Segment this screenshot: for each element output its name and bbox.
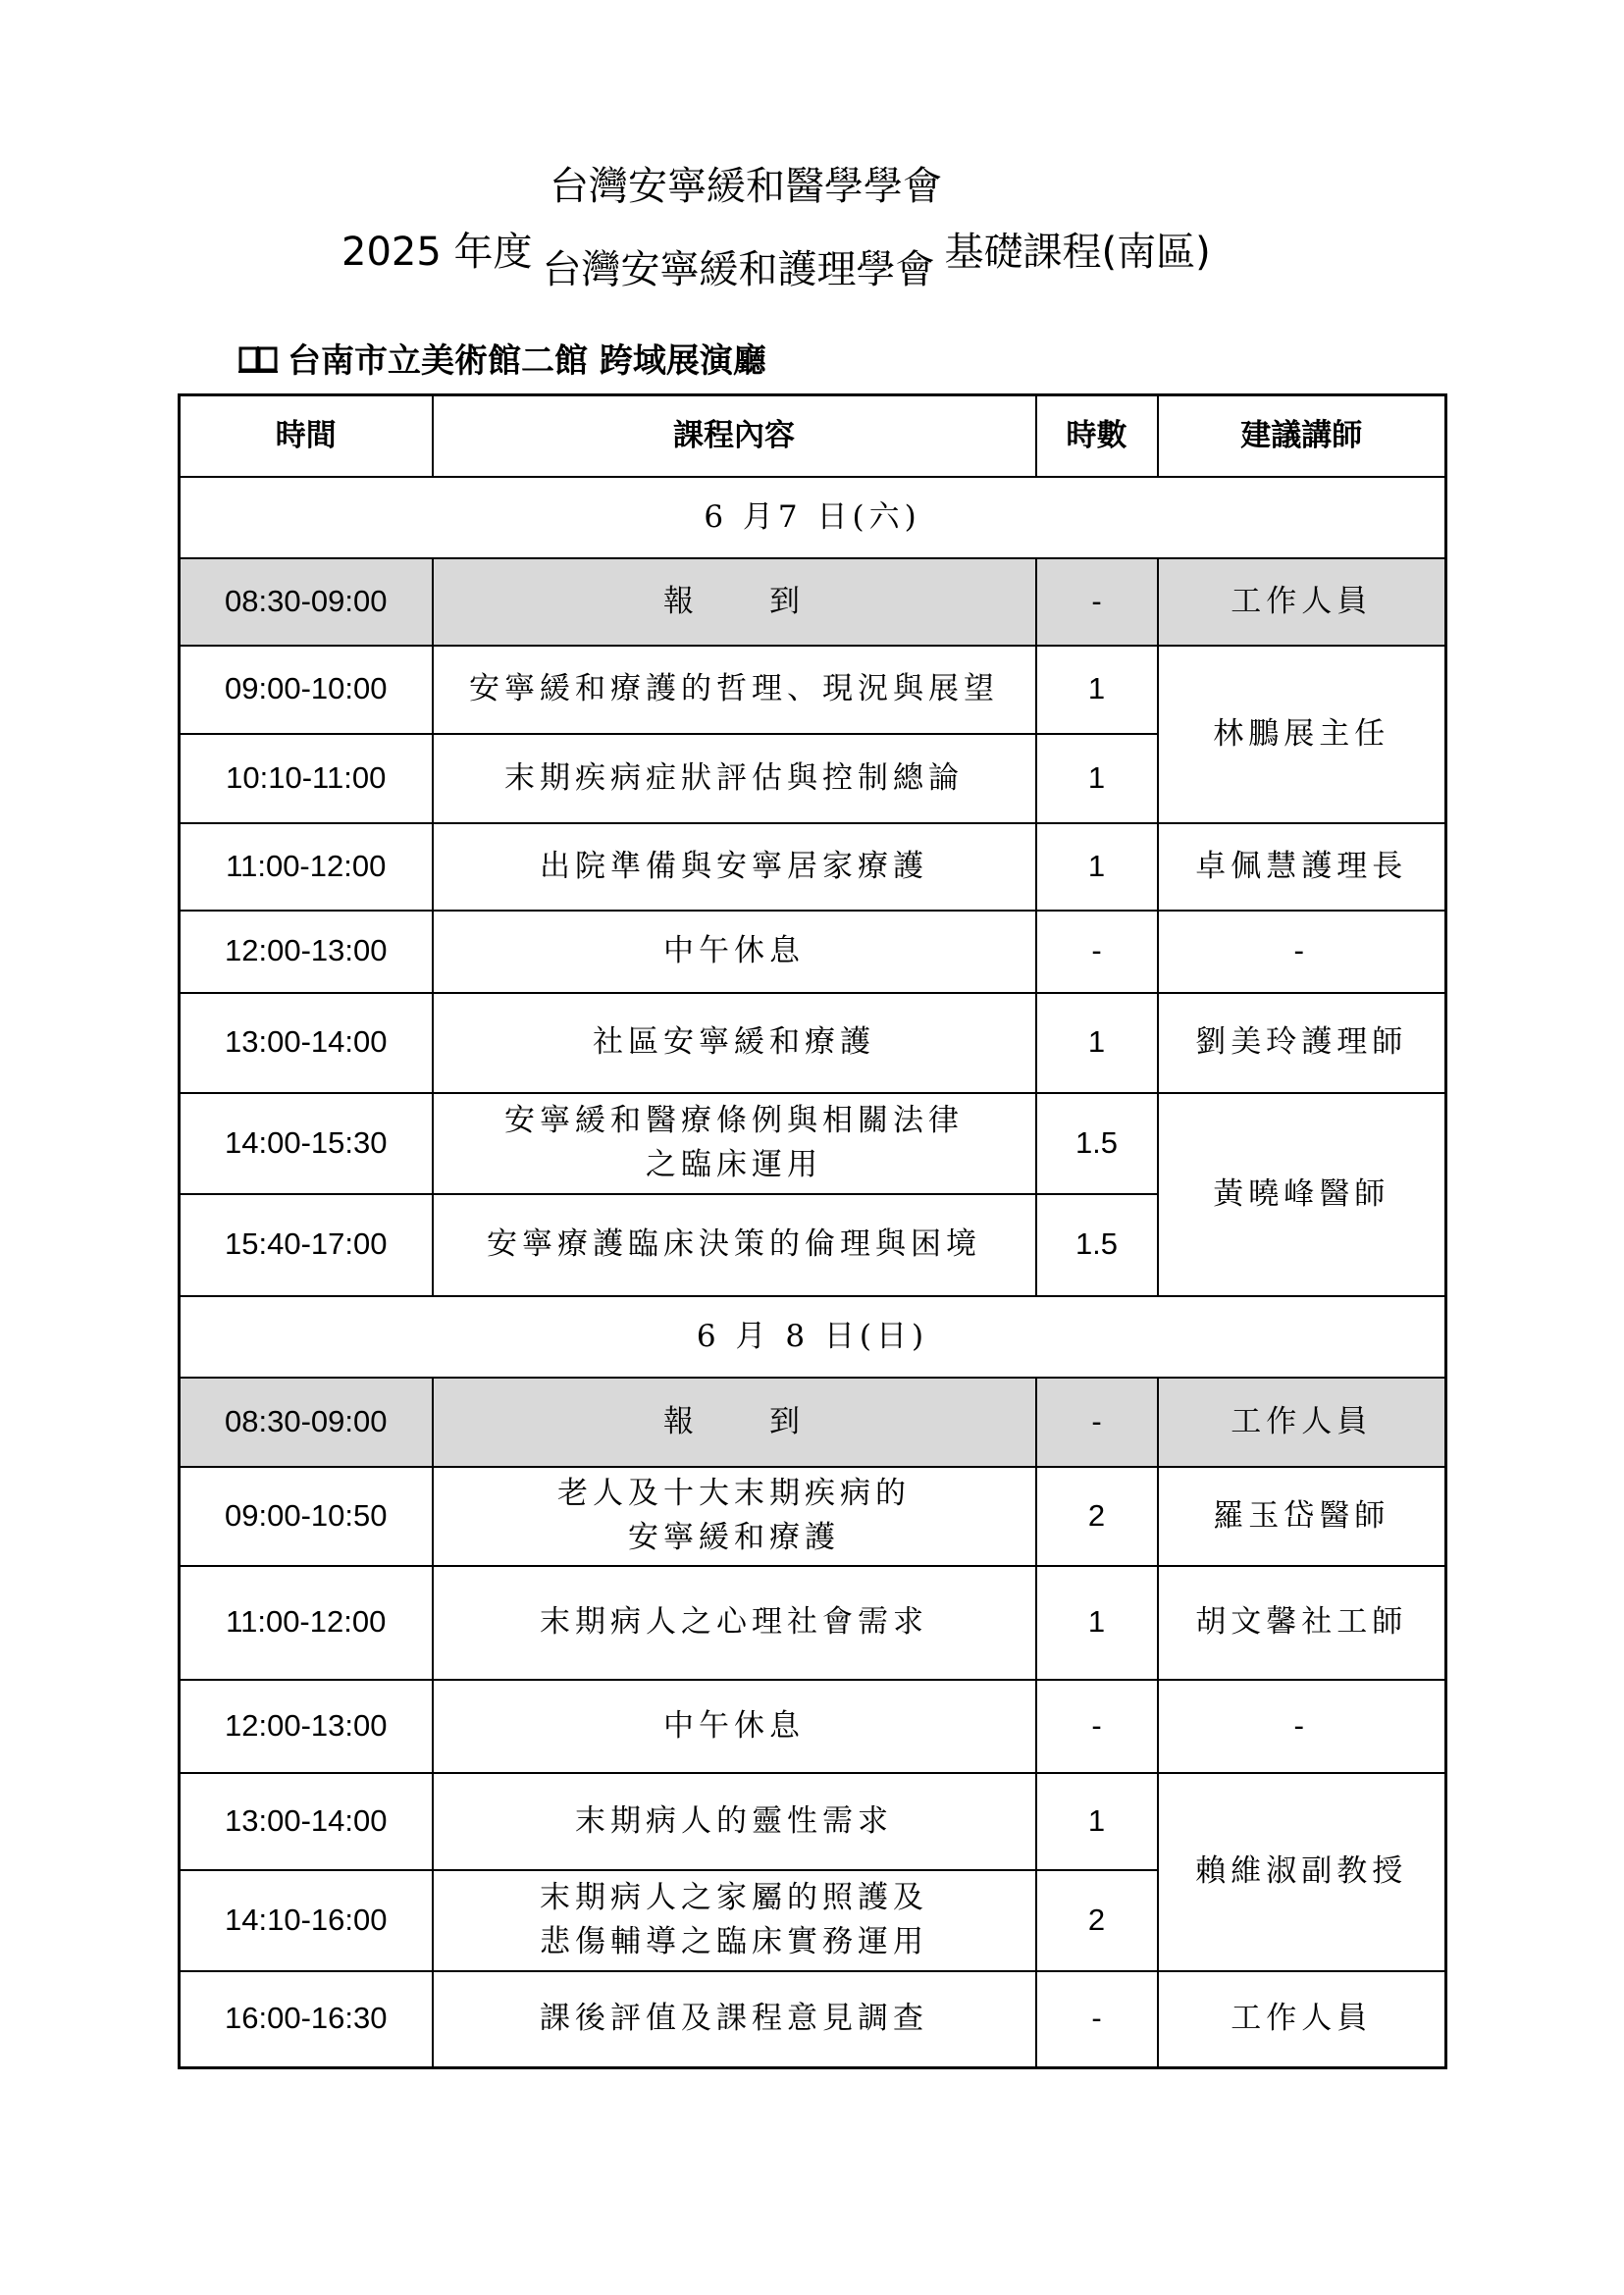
table-row [180, 1467, 1446, 1566]
time-cell: 10:10-11:00 [180, 734, 433, 823]
table-row [180, 558, 1446, 646]
table-row [180, 1773, 1446, 1870]
hours-cell: 1 [1036, 993, 1158, 1093]
content-cell: 課後評值及課程意見調查 [433, 1971, 1036, 2068]
hours-cell: 1 [1036, 646, 1158, 734]
time-cell: 13:00-14:00 [180, 993, 433, 1093]
content-cell: 中午休息 [433, 1680, 1036, 1773]
instructor-cell: 羅玉岱醫師 [1158, 1467, 1446, 1566]
day-label: 6 月7 日(六) [180, 477, 1446, 558]
hours-cell: 1.5 [1036, 1194, 1158, 1296]
header-row [180, 395, 1446, 477]
content-cell: 報 到 [433, 1378, 1036, 1467]
title-line-1: 台灣安寧緩和醫學學會 [550, 164, 942, 209]
time-cell: 08:30-09:00 [180, 1378, 433, 1467]
hours-cell: - [1036, 1680, 1158, 1773]
time-cell: 15:40-17:00 [180, 1194, 433, 1296]
table-row [180, 823, 1446, 911]
time-cell: 12:00-13:00 [180, 1680, 433, 1773]
time-cell: 09:00-10:50 [180, 1467, 433, 1566]
content-cell [433, 1467, 1036, 1566]
header-time: 時間 [180, 395, 433, 477]
content-cell: 末期病人的靈性需求 [433, 1773, 1036, 1870]
content-cell: 社區安寧緩和療護 [433, 993, 1036, 1093]
content-cell: 安寧療護臨床決策的倫理與困境 [433, 1194, 1036, 1296]
time-cell: 11:00-12:00 [180, 823, 433, 911]
venue-text: 台南市立美術館二館 跨域展演廳 [288, 341, 766, 381]
content-cell: 安寧緩和療護的哲理、現況與展望 [433, 646, 1036, 734]
instructor-cell: 卓佩慧護理長 [1158, 823, 1446, 911]
instructor-cell: 工作人員 [1158, 558, 1446, 646]
instructor-cell: 林鵬展主任 [1158, 646, 1446, 823]
time-cell: 08:30-09:00 [180, 558, 433, 646]
table-row [180, 911, 1446, 993]
table-row [180, 1093, 1446, 1194]
table-row [180, 993, 1446, 1093]
hours-cell: 1 [1036, 1566, 1158, 1680]
content-cell [433, 1093, 1036, 1194]
content-cell: 中午休息 [433, 911, 1036, 993]
content-line-1: 末期病人之家屬的照護及 [540, 1880, 928, 1916]
table-row [180, 1971, 1446, 2068]
instructor-cell: 黃曉峰醫師 [1158, 1093, 1446, 1296]
day-row [180, 477, 1446, 558]
title-line-2 [341, 221, 1211, 292]
hours-cell: - [1036, 558, 1158, 646]
hours-cell: - [1036, 1378, 1158, 1467]
time-cell: 16:00-16:30 [180, 1971, 433, 2068]
instructor-cell: 劉美玲護理師 [1158, 993, 1446, 1093]
instructor-cell: 工作人員 [1158, 1971, 1446, 2068]
content-line-1: 安寧緩和醫療條例與相關法律 [504, 1103, 964, 1139]
content-cell [433, 1870, 1036, 1971]
title-suffix: 基礎課程(南區) [944, 230, 1211, 275]
hours-cell: 2 [1036, 1870, 1158, 1971]
hours-cell: 1 [1036, 1773, 1158, 1870]
header-hours: 時數 [1036, 395, 1158, 477]
table-row [180, 1378, 1446, 1467]
hours-cell: - [1036, 1971, 1158, 2068]
table-row [180, 646, 1446, 734]
title-year: 2025 年度 [341, 230, 533, 275]
table-row [180, 1566, 1446, 1680]
time-cell: 09:00-10:00 [180, 646, 433, 734]
instructor-cell: 工作人員 [1158, 1378, 1446, 1467]
content-cell: 報 到 [433, 558, 1036, 646]
content-line-1: 老人及十大末期疾病的 [557, 1476, 911, 1512]
schedule-table [178, 393, 1447, 2069]
content-cell: 末期疾病症狀評估與控制總論 [433, 734, 1036, 823]
hours-cell: - [1036, 911, 1158, 993]
time-cell: 14:10-16:00 [180, 1870, 433, 1971]
content-line-2: 之臨床運用 [646, 1147, 822, 1182]
content-line-2: 悲傷輔導之臨床實務運用 [540, 1924, 928, 1959]
hours-cell: 2 [1036, 1467, 1158, 1566]
time-cell: 14:00-15:30 [180, 1093, 433, 1194]
instructor-cell: - [1158, 1680, 1446, 1773]
instructor-cell: 賴維淑副教授 [1158, 1773, 1446, 1971]
content-cell: 末期病人之心理社會需求 [433, 1566, 1036, 1680]
book-icon [238, 343, 278, 373]
day-row [180, 1296, 1446, 1378]
hours-cell: 1.5 [1036, 1093, 1158, 1194]
time-cell: 11:00-12:00 [180, 1566, 433, 1680]
header-content: 課程內容 [433, 395, 1036, 477]
instructor-cell: - [1158, 911, 1446, 993]
day-label: 6 月 8 日(日) [180, 1296, 1446, 1378]
content-cell: 出院準備與安寧居家療護 [433, 823, 1036, 911]
time-cell: 12:00-13:00 [180, 911, 433, 993]
table-row [180, 1680, 1446, 1773]
title-org2: 台灣安寧緩和護理學會 [542, 247, 935, 292]
hours-cell: 1 [1036, 823, 1158, 911]
venue [238, 334, 766, 382]
content-line-2: 安寧緩和療護 [628, 1520, 840, 1555]
header-instructor: 建議講師 [1158, 395, 1446, 477]
instructor-cell: 胡文馨社工師 [1158, 1566, 1446, 1680]
hours-cell: 1 [1036, 734, 1158, 823]
time-cell: 13:00-14:00 [180, 1773, 433, 1870]
